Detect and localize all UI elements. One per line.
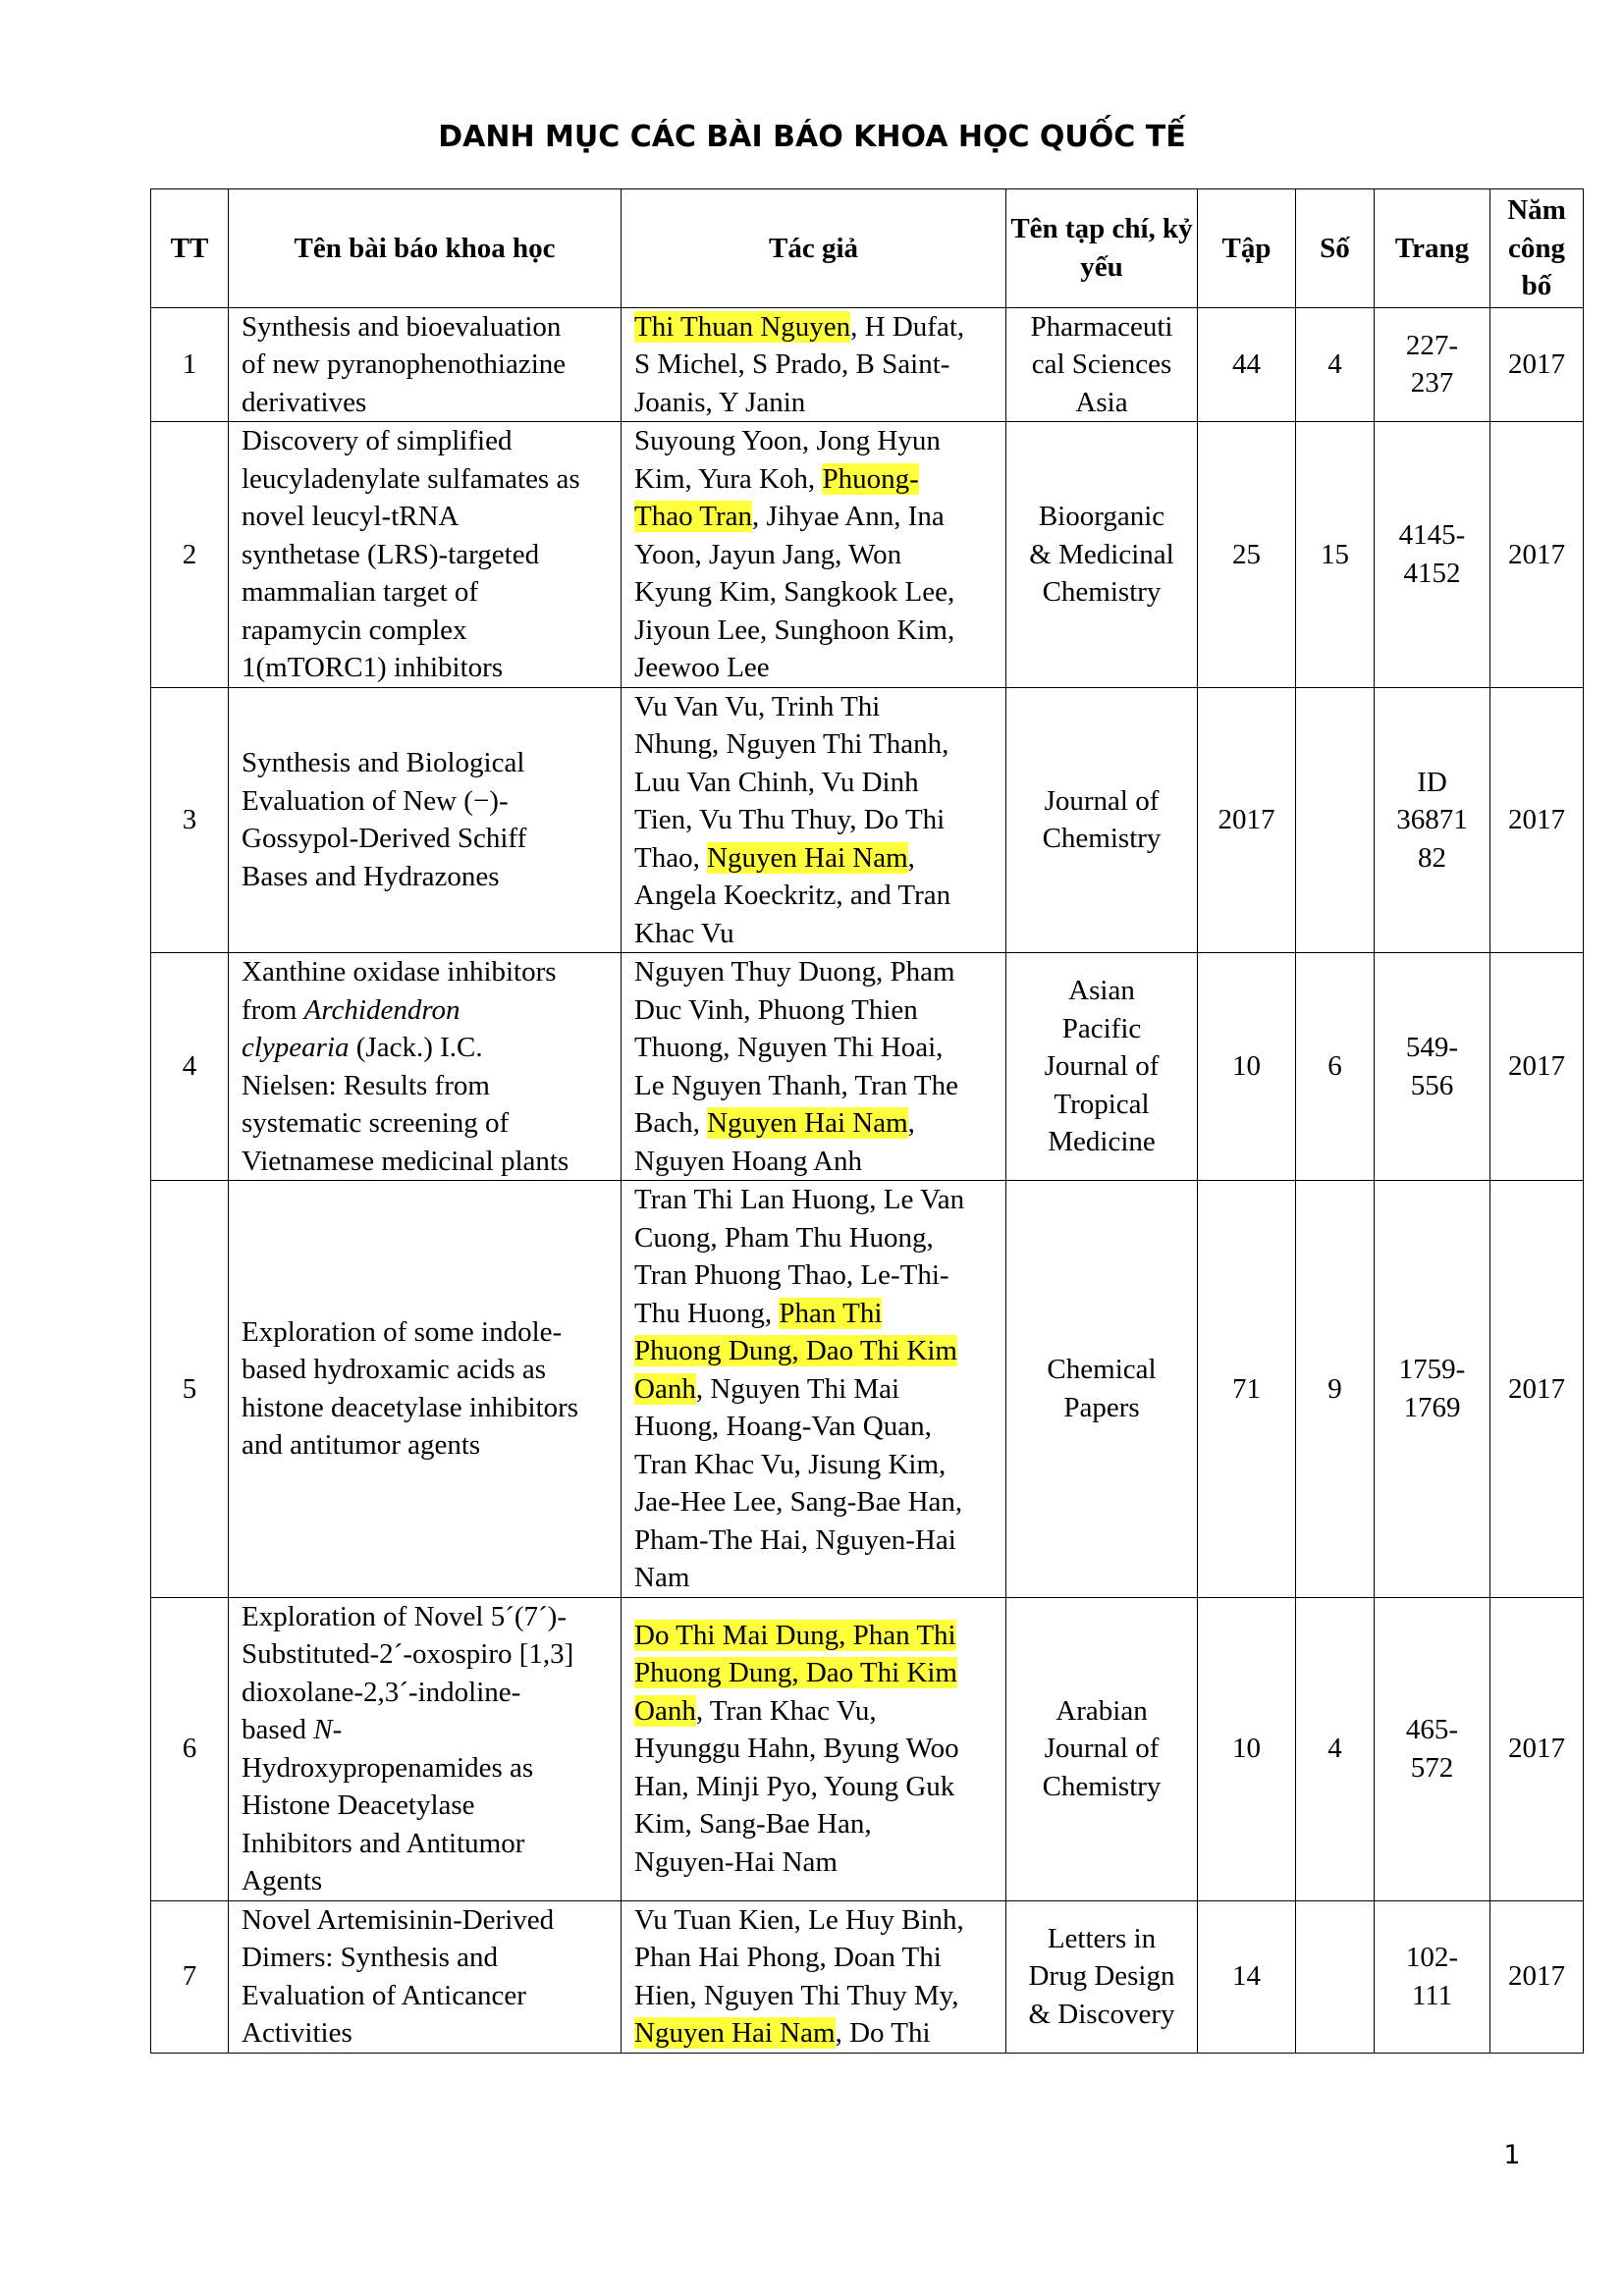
volume: 10 xyxy=(1198,1597,1296,1900)
journal-line: Chemical xyxy=(1047,1354,1157,1386)
author-text: Angela Koeckritz, and Tran xyxy=(634,880,951,911)
issue: 4 xyxy=(1296,307,1375,422)
paper-title-line: based N- xyxy=(242,1714,343,1745)
paper-title-line: rapamycin complex xyxy=(242,614,467,646)
journal-line: Chemistry xyxy=(1042,576,1162,608)
journal-line: cal Sciences xyxy=(1031,348,1172,380)
volume: 25 xyxy=(1198,422,1296,688)
paper-title-line: based hydroxamic acids as xyxy=(242,1354,547,1386)
paper-title xyxy=(229,1900,622,2053)
highlighted-author: Phuong- xyxy=(822,462,919,495)
header-tt: TT xyxy=(151,189,229,308)
header-issue: Số xyxy=(1296,189,1375,308)
paper-title-line: histone deacetylase inhibitors xyxy=(242,1391,579,1423)
author-text: S Michel, S Prado, B Saint- xyxy=(634,348,950,380)
author-text: Tran Phuong Thao, Le-Thi- xyxy=(634,1259,949,1291)
author-text: Duc Vinh, Phuong Thien xyxy=(634,993,918,1026)
paper-title-line: Vietnamese medicinal plants xyxy=(242,1145,569,1177)
author-text: , xyxy=(907,1107,915,1139)
journal-name xyxy=(1006,422,1198,688)
author-text: , Nguyen Thi Mai xyxy=(695,1372,900,1405)
volume: 14 xyxy=(1198,1900,1296,2053)
journal-line: Medicine xyxy=(1048,1126,1156,1158)
journal-line: Chemistry xyxy=(1042,1770,1162,1802)
table-row xyxy=(151,1900,1584,2053)
authors xyxy=(622,1900,1006,2053)
author-text: Tran Khac Vu, Jisung Kim, xyxy=(634,1448,947,1480)
paper-title-line: synthetase (LRS)-targeted xyxy=(242,538,540,570)
volume: 71 xyxy=(1198,1181,1296,1598)
volume: 2017 xyxy=(1198,687,1296,953)
issue: 6 xyxy=(1296,953,1375,1181)
author-text: Tien, Vu Thu Thuy, Do Thi xyxy=(634,804,946,835)
paper-title-line: Evaluation of Anticancer xyxy=(242,1979,526,2011)
pages-line: 102- xyxy=(1405,1942,1459,1973)
header-journal: Tên tạp chí, kỷ yếu xyxy=(1006,189,1198,308)
paper-title-line: from Archidendron xyxy=(242,993,460,1026)
journal-line: Papers xyxy=(1063,1391,1140,1423)
paper-title-line: Exploration of Novel 5´(7´)- xyxy=(242,1600,567,1632)
table-row xyxy=(151,422,1584,688)
journal-name xyxy=(1006,1900,1198,2053)
authors xyxy=(622,687,1006,953)
highlighted-author: Thi Thuan Nguyen xyxy=(634,310,851,343)
author-text: Tran Thi Lan Huong, Le Van xyxy=(634,1184,965,1215)
table-body xyxy=(151,307,1584,2053)
pages-line: 227- xyxy=(1405,329,1459,361)
pages-line: 111 xyxy=(1411,1979,1453,2011)
paper-title-line: Activities xyxy=(242,2017,352,2049)
journal-line: Journal of xyxy=(1044,1733,1160,1765)
journal-line: Tropical xyxy=(1054,1088,1150,1120)
page-number: 1 xyxy=(1503,2140,1521,2170)
pages-line: 237 xyxy=(1410,367,1454,400)
pages-line: 4145- xyxy=(1398,519,1466,552)
pages-line: 572 xyxy=(1410,1751,1454,1784)
row-number: 6 xyxy=(151,1597,229,1900)
paper-title-line: systematic screening of xyxy=(242,1107,510,1139)
pages xyxy=(1375,307,1490,422)
paper-title-line: 1(mTORC1) inhibitors xyxy=(242,652,504,683)
paper-title xyxy=(229,422,622,688)
pages xyxy=(1375,687,1490,953)
year: 2017 xyxy=(1490,687,1584,953)
author-text: Hyunggu Hahn, Byung Woo xyxy=(634,1733,959,1765)
author-text: Han, Minji Pyo, Young Guk xyxy=(634,1770,955,1802)
author-text: Bach, xyxy=(634,1107,708,1139)
paper-title-line: Nielsen: Results from xyxy=(242,1069,490,1101)
pages-line: 82 xyxy=(1418,841,1446,874)
year: 2017 xyxy=(1490,1900,1584,2053)
author-text: Kim, Yura Koh, xyxy=(634,462,823,495)
journal-name xyxy=(1006,1597,1198,1900)
year: 2017 xyxy=(1490,1181,1584,1598)
page-title: DANH MỤC CÁC BÀI BÁO KHOA HỌC QUỐC TẾ xyxy=(438,120,1186,154)
publications-table xyxy=(150,188,1584,2054)
journal-line: Pharmaceuti xyxy=(1030,310,1173,343)
paper-title-line: Bases and Hydrazones xyxy=(242,860,500,892)
journal-line: Journal of xyxy=(1044,784,1160,817)
highlighted-author: Phuong Dung, Dao Thi Kim xyxy=(634,1335,957,1366)
highlighted-author: Nguyen Hai Nam xyxy=(707,1107,908,1139)
author-text: Pham-The Hai, Nguyen-Hai xyxy=(634,1523,956,1556)
paper-title-line: clypearia (Jack.) I.C. xyxy=(242,1032,483,1063)
journal-line: Chemistry xyxy=(1042,823,1162,855)
row-number: 2 xyxy=(151,422,229,688)
highlighted-author: Nguyen Hai Nam xyxy=(634,2017,836,2049)
author-text: Huong, Hoang-Van Quan, xyxy=(634,1411,932,1442)
paper-title-line: Inhibitors and Antitumor xyxy=(242,1827,525,1859)
paper-title xyxy=(229,687,622,953)
highlighted-author: Do Thi Mai Dung, Phan Thi xyxy=(634,1619,956,1651)
pages xyxy=(1375,422,1490,688)
author-text: Khac Vu xyxy=(634,917,734,949)
journal-line: Drug Design xyxy=(1028,1960,1175,1993)
paper-title xyxy=(229,307,622,422)
author-text: , H Dufat, xyxy=(850,310,965,343)
authors xyxy=(622,307,1006,422)
journal-name xyxy=(1006,1181,1198,1598)
paper-title-line: leucyladenylate sulfamates as xyxy=(242,462,580,495)
authors xyxy=(622,1181,1006,1598)
author-text: Jae-Hee Lee, Sang-Bae Han, xyxy=(634,1486,963,1518)
paper-title xyxy=(229,1597,622,1900)
paper-title-line: novel leucyl-tRNA xyxy=(242,501,460,532)
paper-title-line: Synthesis and bioevaluation xyxy=(242,310,562,343)
journal-name xyxy=(1006,953,1198,1181)
authors xyxy=(622,953,1006,1181)
paper-title-line: Evaluation of New (−)- xyxy=(242,784,509,817)
authors xyxy=(622,1597,1006,1900)
journal-line: & Discovery xyxy=(1028,1998,1175,2030)
author-text: Suyoung Yoon, Jong Hyun xyxy=(634,425,941,456)
highlighted-author: Phuong Dung, Dao Thi Kim xyxy=(634,1657,957,1689)
highlighted-author: Thao Tran xyxy=(634,501,753,532)
author-text: Kim, Sang-Bae Han, xyxy=(634,1808,872,1841)
highlighted-author: Nguyen Hai Nam xyxy=(707,841,908,874)
author-text: Nam xyxy=(634,1562,690,1593)
pages-line: ID xyxy=(1417,766,1447,798)
author-text: Hien, Nguyen Thi Thuy My, xyxy=(634,1979,959,2011)
author-text: Vu Van Vu, Trinh Thi xyxy=(634,690,881,722)
paper-title xyxy=(229,1181,622,1598)
pages xyxy=(1375,1900,1490,2053)
author-text: Yoon, Jayun Jang, Won xyxy=(634,538,902,570)
paper-title-line: Exploration of some indole- xyxy=(242,1315,563,1348)
author-text: , xyxy=(907,841,915,874)
author-text: Thu Huong, xyxy=(634,1297,780,1329)
row-number: 3 xyxy=(151,687,229,953)
pages-line: 1769 xyxy=(1403,1391,1461,1423)
paper-title-line: Gossypol-Derived Schiff xyxy=(242,823,527,855)
issue: 9 xyxy=(1296,1181,1375,1598)
journal-line: Letters in xyxy=(1047,1922,1157,1954)
table-row xyxy=(151,1181,1584,1598)
author-text: , Do Thi xyxy=(835,2017,931,2049)
highlighted-author: Oanh xyxy=(634,1694,696,1727)
year: 2017 xyxy=(1490,953,1584,1181)
header-volume: Tập xyxy=(1198,189,1296,308)
pages xyxy=(1375,1181,1490,1598)
paper-title-line: Agents xyxy=(242,1865,323,1896)
author-text: Cuong, Pham Thu Huong, xyxy=(634,1221,934,1254)
author-text: , Tran Khac Vu, xyxy=(695,1694,877,1727)
pages-line: 36871 xyxy=(1396,804,1468,835)
author-text: Nhung, Nguyen Thi Thanh, xyxy=(634,728,949,760)
paper-title-line: Synthesis and Biological xyxy=(242,747,525,779)
journal-line: Bioorganic xyxy=(1038,501,1165,532)
volume: 10 xyxy=(1198,953,1296,1181)
paper-title xyxy=(229,953,622,1181)
author-text: Luu Van Chinh, Vu Dinh xyxy=(634,766,919,798)
paper-title-line: Xanthine oxidase inhibitors xyxy=(242,956,557,988)
author-text: Vu Tuan Kien, Le Huy Binh, xyxy=(634,1903,964,1936)
author-text: Joanis, Y Janin xyxy=(634,386,806,418)
paper-title-line: Histone Deacetylase xyxy=(242,1789,475,1821)
author-text: Jeewoo Lee xyxy=(634,652,770,683)
paper-title-line: and antitumor agents xyxy=(242,1429,481,1462)
journal-line: Pacific xyxy=(1061,1012,1142,1044)
table-row xyxy=(151,687,1584,953)
row-number: 4 xyxy=(151,953,229,1181)
author-text: Nguyen Thuy Duong, Pham xyxy=(634,956,955,988)
author-text: Le Nguyen Thanh, Tran The xyxy=(634,1069,958,1101)
header-pages: Trang xyxy=(1375,189,1490,308)
journal-line: Journal of xyxy=(1044,1050,1160,1083)
author-text: Nguyen-Hai Nam xyxy=(634,1845,838,1878)
authors xyxy=(622,422,1006,688)
paper-title-line: Dimers: Synthesis and xyxy=(242,1942,498,1973)
pages-line: 549- xyxy=(1405,1032,1459,1063)
issue: 15 xyxy=(1296,422,1375,688)
issue: 4 xyxy=(1296,1597,1375,1900)
highlighted-author: Oanh xyxy=(634,1372,696,1405)
pages-line: 556 xyxy=(1410,1069,1454,1101)
row-number: 7 xyxy=(151,1900,229,2053)
author-text: Nguyen Hoang Anh xyxy=(634,1145,862,1177)
pages-line: 4152 xyxy=(1403,557,1461,589)
author-text: Jiyoun Lee, Sunghoon Kim, xyxy=(634,614,955,646)
author-text: , Jihyae Ann, Ina xyxy=(752,501,945,532)
header-paper-title: Tên bài báo khoa học xyxy=(229,189,622,308)
pages-line: 465- xyxy=(1405,1714,1459,1745)
year: 2017 xyxy=(1490,422,1584,688)
header-authors: Tác giả xyxy=(622,189,1006,308)
author-text: Kyung Kim, Sangkook Lee, xyxy=(634,576,955,608)
pages-line: 1759- xyxy=(1398,1354,1466,1386)
paper-title-line: Novel Artemisinin-Derived xyxy=(242,1903,555,1936)
author-text: Phan Hai Phong, Doan Thi xyxy=(634,1942,942,1973)
journal-line: Asia xyxy=(1075,386,1128,418)
year: 2017 xyxy=(1490,307,1584,422)
journal-name xyxy=(1006,307,1198,422)
author-text: Thao, xyxy=(634,841,708,874)
table-row xyxy=(151,1597,1584,1900)
paper-title-line: Substituted-2´-oxospiro [1,3] xyxy=(242,1638,574,1670)
row-number: 5 xyxy=(151,1181,229,1598)
journal-line: & Medicinal xyxy=(1029,538,1174,570)
table-row xyxy=(151,307,1584,422)
paper-title-line: mammalian target of xyxy=(242,576,479,608)
pages xyxy=(1375,1597,1490,1900)
journal-line: Asian xyxy=(1068,975,1135,1007)
paper-title-line: of new pyranophenothiazine xyxy=(242,348,567,380)
volume: 44 xyxy=(1198,307,1296,422)
row-number: 1 xyxy=(151,307,229,422)
issue xyxy=(1296,1900,1375,2053)
year: 2017 xyxy=(1490,1597,1584,1900)
pages xyxy=(1375,953,1490,1181)
journal-name xyxy=(1006,687,1198,953)
author-text: Thuong, Nguyen Thi Hoai, xyxy=(634,1032,944,1063)
issue xyxy=(1296,687,1375,953)
highlighted-author: Phan Thi xyxy=(779,1297,883,1329)
paper-title-line: derivatives xyxy=(242,386,367,418)
table-header-row xyxy=(151,189,1584,308)
header-year: Năm công bố xyxy=(1490,189,1584,308)
journal-line: Arabian xyxy=(1056,1694,1148,1727)
paper-title-line: Hydroxypropenamides as xyxy=(242,1751,534,1784)
table-row xyxy=(151,953,1584,1181)
paper-title-line: Discovery of simplified xyxy=(242,425,513,456)
paper-title-line: dioxolane-2,3´-indoline- xyxy=(242,1676,521,1708)
